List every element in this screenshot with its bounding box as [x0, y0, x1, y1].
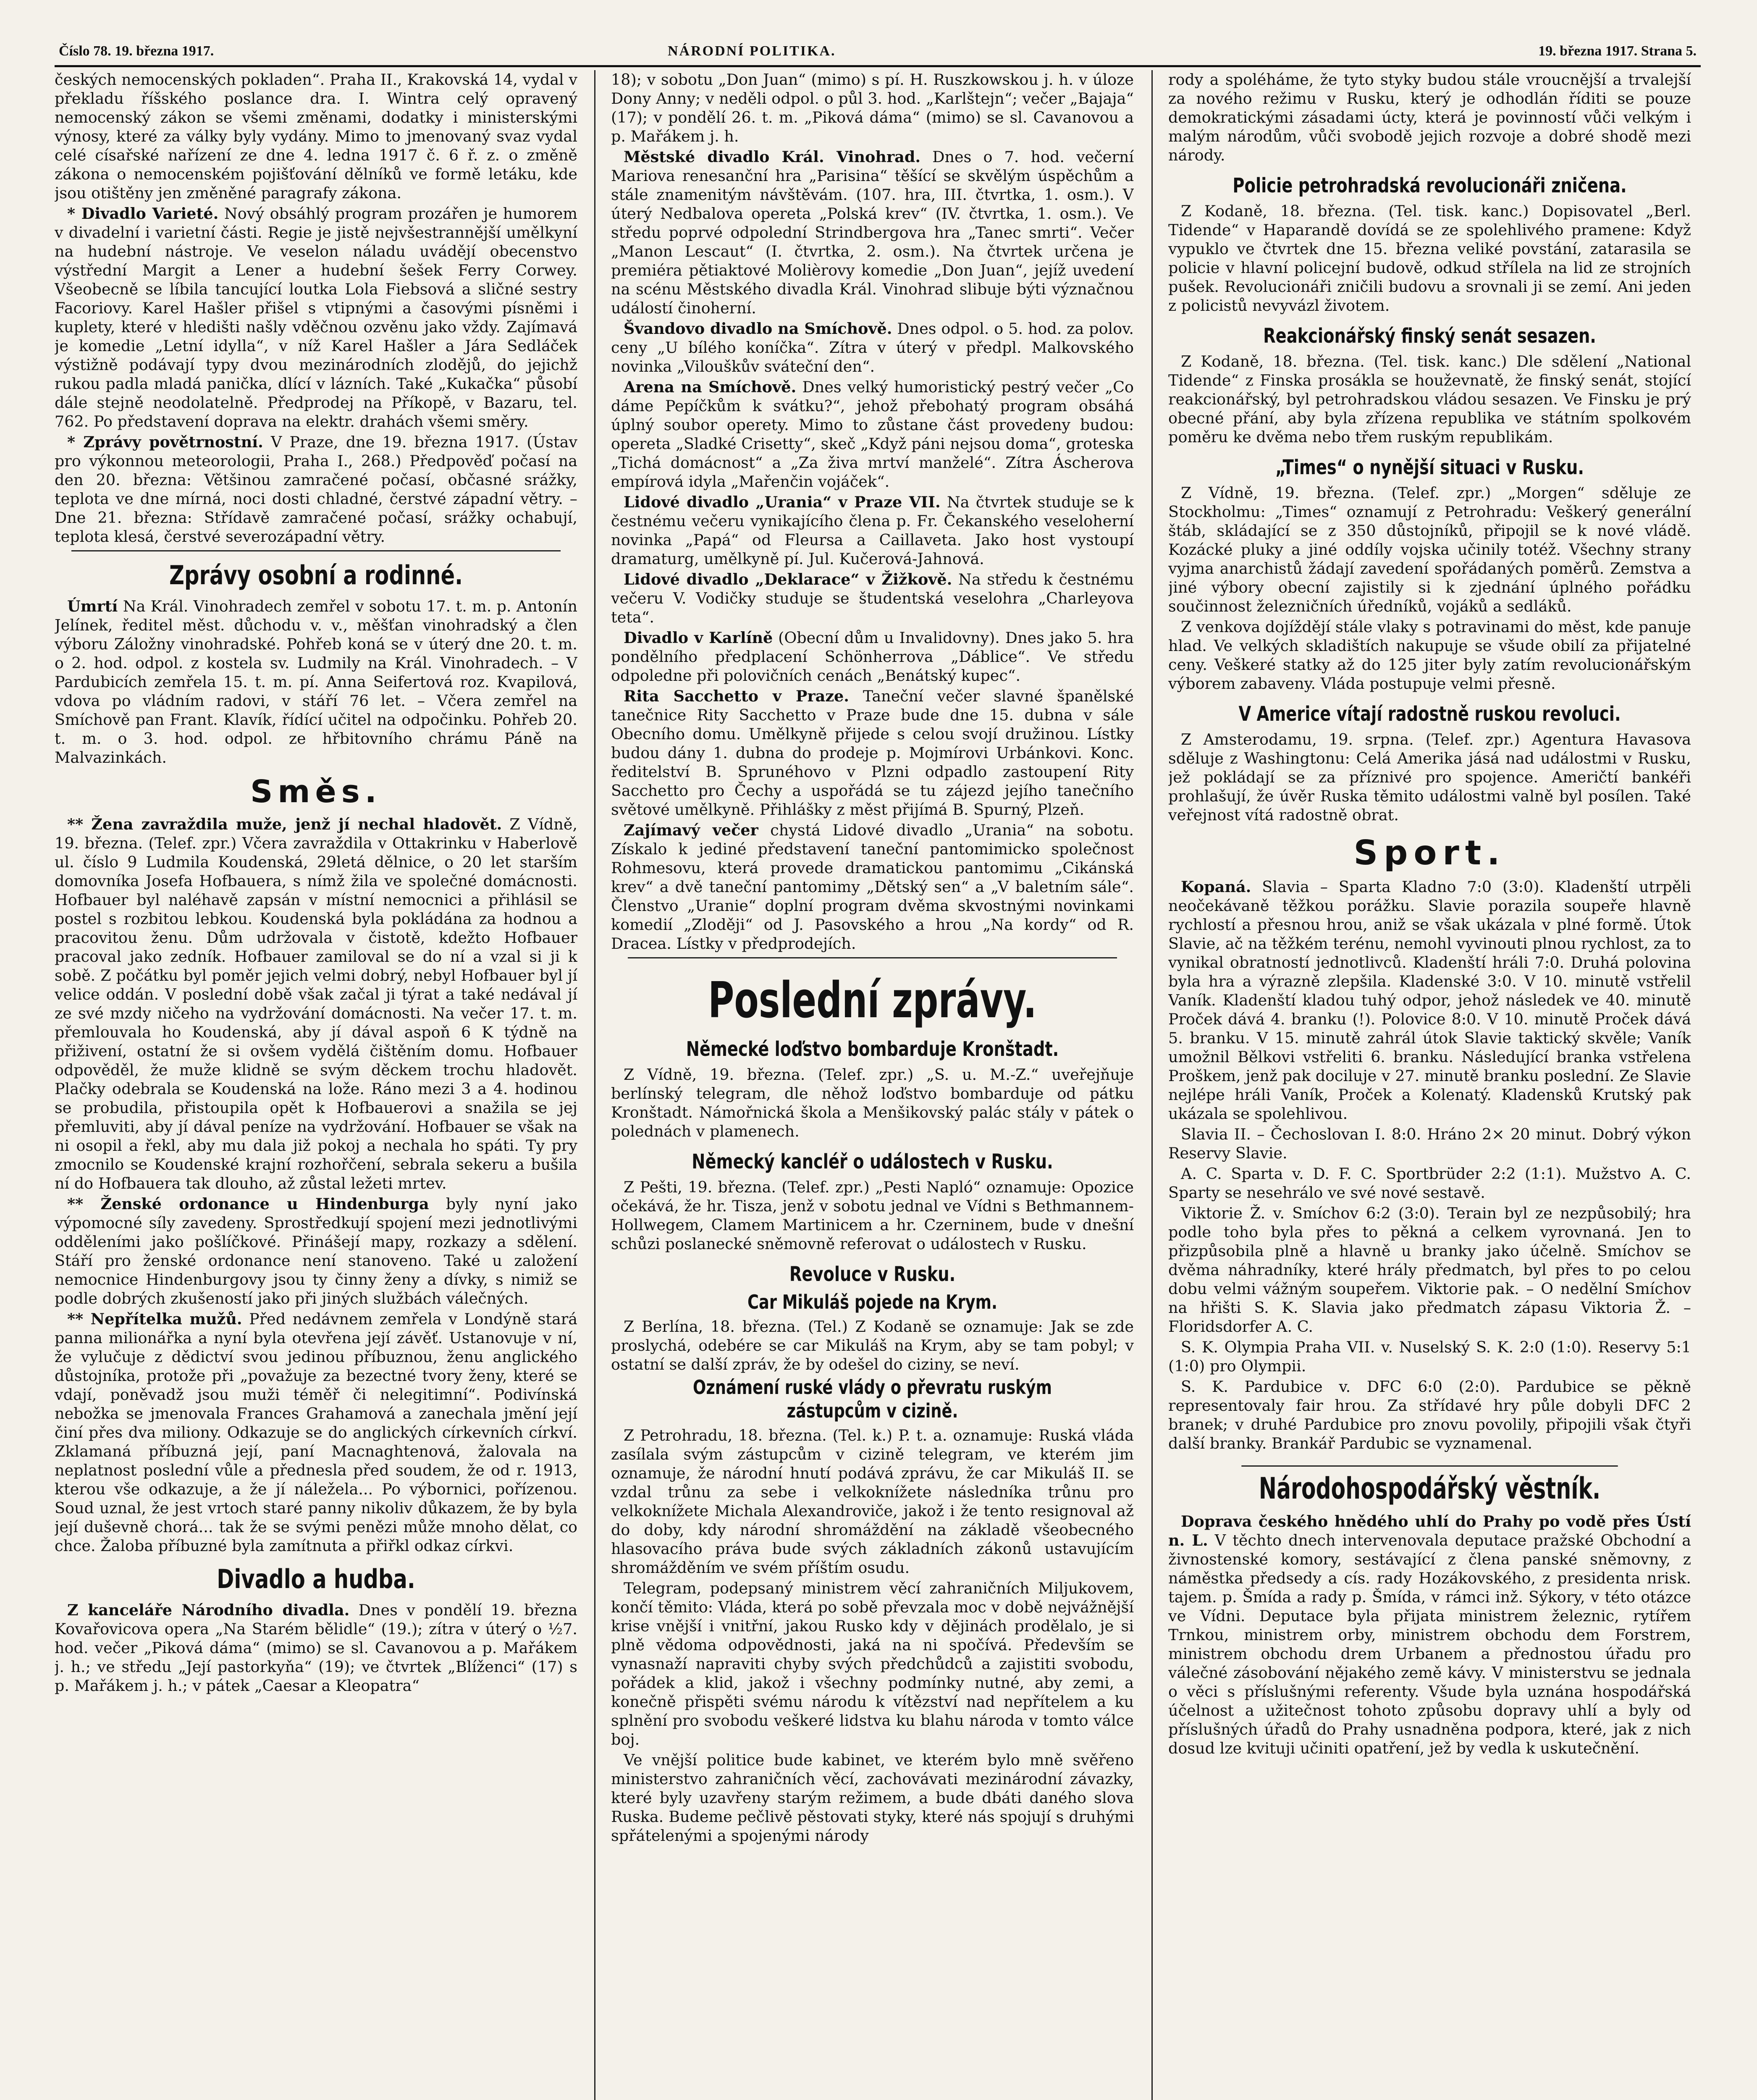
article-lead: Doprava českého hnědého uhlí do Prahy po vodě přes Ústí n. L.: [1168, 1512, 1691, 1549]
article-paragraph: Z Kodaně, 18. března. (Tel. tisk. kanc.) Dle sdělení „National Tidende“ z Finska prosákla se houževnatě, že finský senát, stojící reakcionářský, byl petrohradskou vládou sesazen. Ve Finsku je prý obecné přání, aby byla zřízena republika ve státním spolkovém poměru ke dvěma nebo třem ruským republikám.: [1168, 352, 1691, 446]
article-paragraph: [55, 204, 577, 431]
article-paragraph: rody a spoléháme, že tyto styky budou stále vroucnější a trvalejší za nového režimu v Rusku, který je odhodlán říditi se pouze demokratickými zásadami úcty, která je povinností vůči velkým i malým národům, vůči svobodě jejich rozvoje a dobré shodě mezi národy.: [1168, 71, 1691, 164]
column-3: [1168, 70, 1691, 2100]
article-paragraph: [55, 1601, 577, 1695]
article-body: Před nedávnem zemřela v Londýně stará panna milionářka a nyní byla otevřena její závěť. Ustanovuje v ní, že vylučuje z dědictví svou jedinou příbuznou, ženu anglického důstojníka, protože při „považuje za bezectné tvory ženy, které se vdají, poněvadž jsou muži téměř či nelegitimní“. Podivínská nebožka se jmenovala Frances Grahamová a zanechala jmění její činí přes dva miliony. Odkazuje se do anglických církevních církví. Zklamaná příbuzná její, paní Macnaghtenová, žalovala na neplatnost poslední vůle a přednesla před soudem, že od r. 1913, kterou vše odkazuje, a že jí náležela... Po výbornici, pořízenou. Soud uznal, že jest vrtoch staré panny nikoliv důkazem, že by byla její duševně chorá... tak že se svými penězi může mnoho dělat, co chce. Žaloba příbuzné byla zamítnuta a přiřkl odkaz církvi.: [55, 1310, 577, 1555]
article-paragraph: [55, 1310, 577, 1555]
article-paragraph: Z Kodaně, 18. března. (Tel. tisk. kanc.) Dopisovatel „Berl. Tidende“ v Haparandě dovídá se ze spolehlivého pramene: Když vypuklo ve čtvrtek dne 15. března veliké povstání, zatarasila se policie v hlavní policejní budově, odkud střílela na lid ze strojních pušek. Revolucionáři zničili budovu a srovnali ji se zemí. Ani jeden z policistů nevyvázl životem.: [1168, 202, 1691, 315]
article-paragraph: 18); v sobotu „Don Juan“ (mimo) s pí. H. Ruszkowskou j. h. v úloze Dony Anny; v neděli odpol. o půl 3. hod. „Karlštejn“; večer „Bajaja“ (17); v pondělí 26. t. m. „Piková dáma“ (mimo) se sl. Cavanovou a p. Mařákem j. h.: [611, 71, 1134, 145]
article-paragraph: českých nemocenských pokladen“. Praha II., Krakovská 14, vydal v překladu říšského poslance dra. I. Wintra celý opravený nemocenský zákon se všemi změnami, dodatky i ministerskými výnosy, které za války byly vydány. Mimo to jmenovaný svaz vydal celé císařské nařízení ze dne 4. ledna 1917 č. 6 ř. z. o změně zákona o nemocenském pojišťování dělníků ve formě letáku, kde jsou otištěny jen změněné paragrafy zákona.: [55, 71, 577, 202]
news-headline: Německé loďstvo bombarduje Kronštadt.: [686, 1037, 1059, 1061]
article-paragraph: Z Vídně, 19. března. (Telef. zpr.) „S. u. M.-Z.“ uveřejňuje berlínský telegram, dle něhož loďstvo bombarduje od pátku Kronštadt. Námořnická škola a Menšikovský palác stály v pátek o polednách v plamenech.: [611, 1066, 1134, 1140]
article-lead: * Divadlo Varieté.: [67, 205, 219, 223]
article-body: Slavia – Sparta Kladno 7:0 (3:0). Kladenští utrpěli neočekávaně těžkou porážku. Slavie porazila soupeře hlavně rychlostí a přesnou hrou, aniž se však ukázala v plné formě. Útok Slavie, ač na těžkém terénu, nemohl vyvinouti plnou rychlost, za to vynikal obratností jednotlivců. Kladenští hráli 7:0. Druhá polovina byla hra a výrazně zlepšila. Kladenské 3:0. V 10. minutě vstřelil Vaník. Kladenští kladou tuhý odpor, jehož následek ve 40. minutě Proček dává 4. branku (!). Polovice 8:0. V 10. minutě Proček dává 5. branku. V 15. minutě zahrál útok Slavie taktický skvěle; Vaník umožnil Bělkovi vstřeliti 6. branku. Následující branka vstřelena Proškem, jenž pak dociluje v 27. minutě branku poslední. Ze Slavie nejlépe hráli Vaník, Proček a Kolenatý. Kladensků Krutský pak ukázala se spolehlivou.: [1168, 878, 1691, 1123]
article-paragraph: A. C. Sparta v. D. F. C. Sportbrüder 2:2 (1:1). Mužstvo A. C. Sparty se nesehrálo ve své nové sestavě.: [1168, 1165, 1691, 1202]
article-lead: ** Žena zavraždila muže, jenž jí nechal hladovět.: [67, 815, 502, 833]
article-lead: * Zprávy povětrnostní.: [67, 433, 263, 451]
column-2: [611, 70, 1134, 2100]
article-paragraph: Z Pešti, 19. března. (Telef. zpr.) „Pesti Napló“ oznamuje: Opozice očekává, že hr. Tisza, jenž v sobotu jednal ve Vídni s Bethmannem-Hollwegem, Clamem Martinicem a hr. Czerninem, bude v dnešní schůzi poslanecké sněmovně referovat o událostech v Rusku.: [611, 1178, 1134, 1253]
news-headline: Reakcionářský finský senát sesazen.: [1263, 324, 1596, 348]
news-headline: Revoluce v Rusku.: [789, 1263, 956, 1286]
article-paragraph: Z venkova dojíždějí stále vlaky s potravinami do měst, kde panuje hlad. Ve velkých skladištích nakupuje se všude obilí za přijatelné ceny. Veškeré statky až do 125 jiter byly zatím revolucionářským výborem zabaveny. Vláda postupuje velmi přesně.: [1168, 618, 1691, 693]
article-lead: Kopaná.: [1181, 878, 1251, 896]
article-paragraph: [611, 378, 1134, 491]
article-body: chystá Lidové divadlo „Urania“ na sobotu. Získalo k jediné představení taneční pantomimicko společnost Rohmesovu, která provede dramatickou pantomimu „Cikánská krev“ a dvě taneční pantomimy „Dětský sen“ a „V baletním sále“. Členstvo „Uranie“ doplní program dvěma skvostnými novinkami komedií „Zloději“ od J. Pasovského a hrou „Na kordy“ od R. Dracea. Lístky v předprodejích.: [611, 821, 1134, 953]
article-body: Dnes v pondělí 19. března Kovařovicova opera „Na Starém bělidle“ (19.); zítra v úterý o ½7. hod. večer „Piková dáma“ (mimo) se sl. Cavanovou a p. Mařákem j. h.; ve středu „Její pastorkyňa“ (19); ve čtvrtek „Blíženci“ (17) s p. Mařákem j. h.; v pátek „Caesar a Kleopatra“: [55, 1601, 577, 1695]
article-paragraph: Ve vnější politice bude kabinet, ve kterém bylo mně svěřeno ministerstvo zahraničních věcí, zachovávati mezinárodní závazky, které byly uzavřeny starým režimem, a bude dbáti daného slova Ruska. Budeme pečlivě pěstovati styky, které nás spojují s druhými spřátelenými a spojenými národy: [611, 1751, 1134, 1845]
article-paragraph: S. K. Olympia Praha VII. v. Nuselský S. K. 2:0 (1:0). Reservy 5:1 (1:0) pro Olympii.: [1168, 1338, 1691, 1375]
news-headline: Německý kancléř o událostech v Rusku.: [692, 1150, 1053, 1173]
article-body: V Praze, dne 19. března 1917. (Ústav pro výkonnou meteorologii, Praha I., 268.) Předpověď počasí na den 20. března: Většinou zamračené počasí, občasné srážky, teplota ve dne mírná, noci dosti chladné, čerstvé západní větry. – Dne 21. března: Střídavě zamračené počasí, srážky ochabují, teplota klesá, čerstvé severozápadní větry.: [55, 433, 577, 546]
article-body: byly nyní jako výpomocné síly zavedeny. Sprostředkují spojení mezi jednotlivými odděleními jako pošlíčkové. Přinášejí mapy, rozkazy a sdělení. Stáří pro ženské ordonance není stanoveno. Také u založení nemocnice Hindenburgovy jsou ty činny ženy a dívky, s nimiž se podle dobrých zkušeností jako při jiných službách válečných.: [55, 1195, 577, 1307]
news-headline: V Americe vítají radostně ruskou revoluci.: [1238, 702, 1621, 726]
article-body: Nový obsáhlý program prozářen je humorem v divadelní i varietní části. Regie je jistě nejvšestrannější umělkyní na hudební nástroje. Ve veselon náladu uvádějí obecenstvo výstřední Margit a Lener a hudební šešek Ferry Corwey. Všeobecně se líbila tancující loutka Lola Fiebsová a sličné sestry Facoriovy. Karel Hašler přišel s vtipnými a časovými písněmi i kuplety, které v hledišti našly vděčnou ozvěnu jako vždy. Zajímavá je komedie „Letní idylla“, v níž Karel Hašler a Jára Sedláček výstižně podávají typy dvou mezinárodních zlodějů, do jejichž rukou padla mladá panička, dlící v lázních. Také „Kukačka“ působí dále stejně neodolatelně. Předprodej na Příkopě, v Bazaru, tel. 762. Po představení doprava na elektr. drahách všemi směry.: [55, 205, 577, 430]
page-number: 19. března 1917. Strana 5.: [1538, 43, 1697, 59]
section-heading: Směs.: [250, 774, 382, 810]
news-subheadline: Car Mikuláš pojede na Krym.: [747, 1291, 997, 1313]
article-lead: Švandovo divadlo na Smíchově.: [624, 320, 892, 338]
article-lead: Městské divadlo Král. Vinohrad.: [624, 148, 921, 166]
article-paragraph: Slavia II. – Čechoslovan I. 8:0. Hráno 2× 20 minut. Dobrý výkon Reservy Slavie.: [1168, 1125, 1691, 1162]
column-1: [55, 70, 577, 2100]
article-paragraph: [1168, 1512, 1691, 1758]
news-headline: Policie petrohradská revolucionáři zničena.: [1233, 174, 1627, 197]
article-lead: Z kanceláře Národního divadla.: [67, 1601, 350, 1619]
article-body: Na čtvrtek studuje se k čestnému večeru vynikajícího člena p. Fr. Čekanského veseloherní novinka „Papá“ od Fleursa a Caillaveta. Jako host vystoupí dramaturg, umělkyně pí. Jul. Kučerová-Jahnová.: [611, 493, 1134, 568]
article-lead: Úmrtí: [67, 597, 118, 615]
article-body: Na Král. Vinohradech zemřel v sobotu 17. t. m. p. Antonín Jelínek, ředitel měst. důchodu v. v., měšťan vinohradský a člen výboru Záložny vinohradské. Pohřeb koná se v úterý dne 20. t. m. o 2. hod. odpol. z kostela sv. Ludmily na Král. Vinohradech. – V Pardubicích zemřela 15. t. m. pí. Anna Seifertová roz. Kvapilová, vdova po vládním radovi, v stáří 76 let. – Včera zemřel na Smíchově pan Frant. Klavík, řídící učitel na odpočinku. Pohřeb 20. t. m. o 3. hod. odpol. ze hřbitovního chrámu Páně na Malvazinkách.: [55, 597, 577, 766]
newspaper-page: [55, 40, 1701, 2100]
article-body: V těchto dnech intervenovala deputace pražské Obchodní a živnostenské komory, sestávající z člena panské sněmovny, z náměstka předsedy a cís. rady Hozákovského, z presidenta nrisk. tajem. p. Šmída a rady p. Šmída, v rámci inž. Sýkory, v této otázce ve Vídni. Deputace byla přijata ministrem železnic, rytířem Trnkou, ministrem orby, ministrem obchodu dem Forstrem, ministrem obchodu drem Urbanem a přednostou úřadu pro válečné zásobování nějakého země kávy. V ministerstvu se jednala o věci s příslušnými referenty. Všude byla uznána hospodářská účelnost a užitečnost tohoto způsobu dopravy uhlí a byly od příslušných úřadů do Prahy usnadněna podpora, které, jak z nich dosud lze kvituji učiniti opatření, jež by vedla k uskutečnění.: [1168, 1531, 1691, 1757]
issue-date: Číslo 78. 19. března 1917.: [59, 43, 214, 59]
article-paragraph: Telegram, podepsaný ministrem věcí zahraničních Miljukovem, končí těmito: Vláda, která po sobě převzala moc v době nejvážnější krise vnější i vnitřní, jakou Rusko kdy v dějinách prodělalo, je si plně vědoma odpovědnosti, jaká na ni spočívá. Především se vynasnaží napraviti chyby svých předchůdců a zajistiti svobodu, pořádek a klid, jakož i všechny podmínky nutné, aby zemi, a konečně přispěti svému národu k vítězství nad nepřítelem a ku splnění pro svobodu veškeré lidstva ku blahu národa v tomto válce boj.: [611, 1579, 1134, 1748]
article-body: Dnes odpol. o 5. hod. za polov. ceny „U bílého koníčka“. Zítra v úterý v předpl. Malkovského novinka „Vilouškův sváteční den“.: [611, 320, 1134, 375]
article-paragraph: [55, 1194, 577, 1308]
section-divider: [628, 957, 1117, 958]
article-lead: ** Nepřítelka mužů.: [67, 1310, 242, 1328]
article-lead: Zajímavý večer: [624, 821, 758, 839]
section-divider: [71, 550, 561, 551]
article-paragraph: [611, 493, 1134, 568]
article-paragraph: [611, 687, 1134, 819]
running-header: [55, 40, 1701, 67]
article-paragraph: S. K. Pardubice v. DFC 6:0 (2:0). Pardubice se pěkně representovaly fair hrou. Za střídavé hry půle dobyli DFC 2 branek; v druhé Pardubice pro znovu povolily, připojili však čtyři další branky. Brankář Pardubic se vyznamenal.: [1168, 1378, 1691, 1452]
article-lead: ** Ženské ordonance u Hindenburga: [67, 1195, 429, 1213]
article-paragraph: Viktorie Ž. v. Smíchov 6:2 (3:0). Terain byl ze nezpůsobilý; hra podle toho byla přes to pěkná a celkem vyrovnaná. Jen to přizpůsobila plně a hlavně u branky jako účelně. Smíchov se dvěma náhradníky, které hrály předmatch, byl přes to po celou dobu velmi vážným soupeřem. Viktorie pak. – O nedělní Smíchov na hřišti S. K. Slavia jako předmatch zápasu Viktoria Ž. – Floridsdorfer A. C.: [1168, 1204, 1691, 1336]
article-body: (Obecní dům u Invalidovny). Dnes jako 5. hra pondělního předplacení Schönherrova „Dáblice“. Ve středu odpoledne při polovičních cenách „Benátský kupec“.: [611, 629, 1134, 685]
article-body: Taneční večer slavné španělské tanečnice Rity Sacchetto v Praze bude dne 15. dubna v sále Obecního domu. Umělkyně přijede s celou svojí družinou. Lístky budou dány 1. dubna do prodeje p. Mojmírovi Urbánkovi. Konc. ředitelství B. Sprunéhovo v Plzni odpadlo zastoupení Rity Sacchetto pro Čechy a uspořádá se tu zájezd jejího tanečního světové umělkyně. Přihlášky z měst přijímá B. Spurný, Plzeň.: [611, 687, 1134, 819]
column-rule: [1151, 70, 1153, 2100]
article-lead: Divadlo v Karlíně: [624, 629, 773, 647]
article-lead: Lidové divadlo „Deklarace“ v Žižkově.: [624, 570, 952, 588]
article-paragraph: [611, 319, 1134, 376]
section-heading: Divadlo a hudba.: [217, 1564, 415, 1594]
article-paragraph: [55, 433, 577, 546]
article-lead: Rita Sacchetto v Praze.: [624, 687, 849, 705]
column-rule: [594, 70, 595, 2100]
article-lead: Arena na Smíchově.: [624, 378, 797, 396]
article-paragraph: Z Berlína, 18. března. (Tel.) Z Kodaně se oznamuje: Jak se zde proslychá, odebére se car Mikuláš na Krym, aby se tam pobyl; v ostatní se další zpráv, že by odešel do ciziny, se neví.: [611, 1318, 1134, 1373]
article-paragraph: [611, 821, 1134, 953]
section-heading: Národohospodářský věstník.: [1241, 1465, 1618, 1506]
article-lead: Lidové divadlo „Urania“ v Praze VII.: [624, 493, 941, 511]
news-headline: „Times“ o nynější situaci v Rusku.: [1275, 456, 1584, 479]
section-heading: Zprávy osobní a rodinné.: [169, 560, 463, 591]
article-paragraph: [611, 147, 1134, 318]
article-paragraph: [611, 628, 1134, 685]
article-paragraph: [55, 815, 577, 1193]
section-heading: Sport.: [1353, 833, 1506, 872]
news-subheadline: Oznámení ruské vlády o převratu ruským zástupcům v cizině.: [693, 1376, 1052, 1422]
article-body: Dnes o 7. hod. večerní Mariova renesanční hra „Parisina“ těšící se skvělým úspěchům a stále znamenitým návštěvám. (107. hra, III. čtvrtka, 1. osm.). V úterý Nedbalova opereta „Polská krev“ (IV. čtvrtka, 1. osm.). Ve středu poprvé odpolední Strindbergova hra „Tanec smrti“. Večer „Manon Lescaut“ (I. čtvrtka, 2. osm.). Na čtvrtek určena je premiéra pětiaktové Molièrovy komedie „Don Juan“, jejíž uvedení na scénu Městského divadla Král. Vinohrad slibuje býti význačnou událostí činoherní.: [611, 148, 1134, 317]
masthead-title: NÁRODNÍ POLITIKA.: [668, 43, 836, 59]
article-paragraph: [611, 570, 1134, 627]
article-body: Z Vídně, 19. března. (Telef. zpr.) Včera zavraždila v Ottakrinku v Haberlově ul. číslo 9 Ludmila Koudenská, 29letá dělnice, o 20 let starším domovníka Josefa Hofbauera, s nímž žila ve společné domácnosti. Hofbauer byl naléhavě zapsán v místní nemocnici a přihlásil se postel s rozbitou lebkou. Koudenská byla pokládána za hodnou a pracovitou ženu. Dům udržovala v čistotě, kdežto Hofbauer pracoval jako zedník. Hofbauer zamiloval se do ní a vzal si ji k sobě. Z počátku byl poměr jejich velmi dobrý, nebyl Hofbauer byl jí velice oddán. V poslední době však začal ji týrat a také nedával jí ze své mzdy ničeho na vydržování domácnosti. Na večer 17. t. m. přemlouvala ho Koudenská, aby jí dával aspoň 6 K týdně na přiživení, ostatní že si ovšem vydělá čištěním domu. Hofbauer odpověděl, že muže klidně se svým děckem trochu hladovět. Plačky odebrala se Koudenská na lože. Ráno mezi 3 a 4. hodinou se probudila, přistoupila opět k Hofbauerovi a snažila se jej přemluviti, aby jí dával peníze na vydržování. Hofbauer se však na ni osopil a řekl, aby mu dala již pokoj a nechala ho spáti. Ty pry zmocnilo se Koudenské krajní rozhořčení, sebrala sekeru a bušila ní do Hofbauera tak dlouho, až zůstal ležeti mrtev.: [55, 815, 577, 1192]
article-body: Dnes velký humoristický pestrý večer „Co dáme Pepíčkům k svátku?“, jehož přebohatý program obsáhá úplný soubor operety. Mimo to zůstane část provedeny budou: opereta „Sladké Crisetty“, skeč „Když páni nejsou doma“, groteska „Tichá domácnost“ a „Za živa mrtví manželé“. Zítra Áscherova empírová idyla „Mařenčin vojáček“.: [611, 378, 1134, 491]
article-paragraph: [1168, 877, 1691, 1123]
article-paragraph: Z Amsterodamu, 19. srpna. (Telef. zpr.) Agentura Havasova sděluje z Washingtonu: Celá Amerika jásá nad událostmi v Rusku, jež pokládají se za příznivé pro spojence. Američtí bankéři prohlašují, že úvěr Ruska těmito událostmi valně byl posílen. Také veřejnost vítá radostně obrat.: [1168, 730, 1691, 824]
article-paragraph: [55, 597, 577, 767]
article-body: Na středu k čestnému večeru V. Vodičky studuje se študentská veselohra „Charleyova teta“.: [611, 570, 1134, 626]
article-paragraph: Z Petrohradu, 18. března. (Tel. k.) P. t. a. oznamuje: Ruská vláda zasílala svým zástupcům v cizině telegram, ve kterém jim oznamuje, že národní hnutí podává zprávu, že car Mikuláš II. se vzdal trůnu za sebe i velkoknížete následníka trůnu pro velkoknížete Michala Alexandroviče, jakož i že tento resignoval až do doby, kdy národní shromáždění na základě všeobecného hlasovacího práva bude svých základních zákonů ustavujícím shromážděním ve svém příštím osudu.: [611, 1426, 1134, 1577]
article-paragraph: Z Vídně, 19. března. (Telef. zpr.) „Morgen“ sděluje ze Stockholmu: „Times“ oznamují z Petrohradu: Veškerý generální štáb, skládající se z 350 důstojníků, připojil se k nové vládě. Kozácké pluky a jiné oddíly vojska učinily totéž. Všechny strany vyjma anarchistů žádají zavedení spořádaných poměrů. Zemstva a jiné výbory obecní zajistily si k zjednání úplného pořádku součinnost železničních úředníků, vojáků a sedláků.: [1168, 484, 1691, 615]
section-heading: Poslední zprávy.: [708, 971, 1037, 1029]
